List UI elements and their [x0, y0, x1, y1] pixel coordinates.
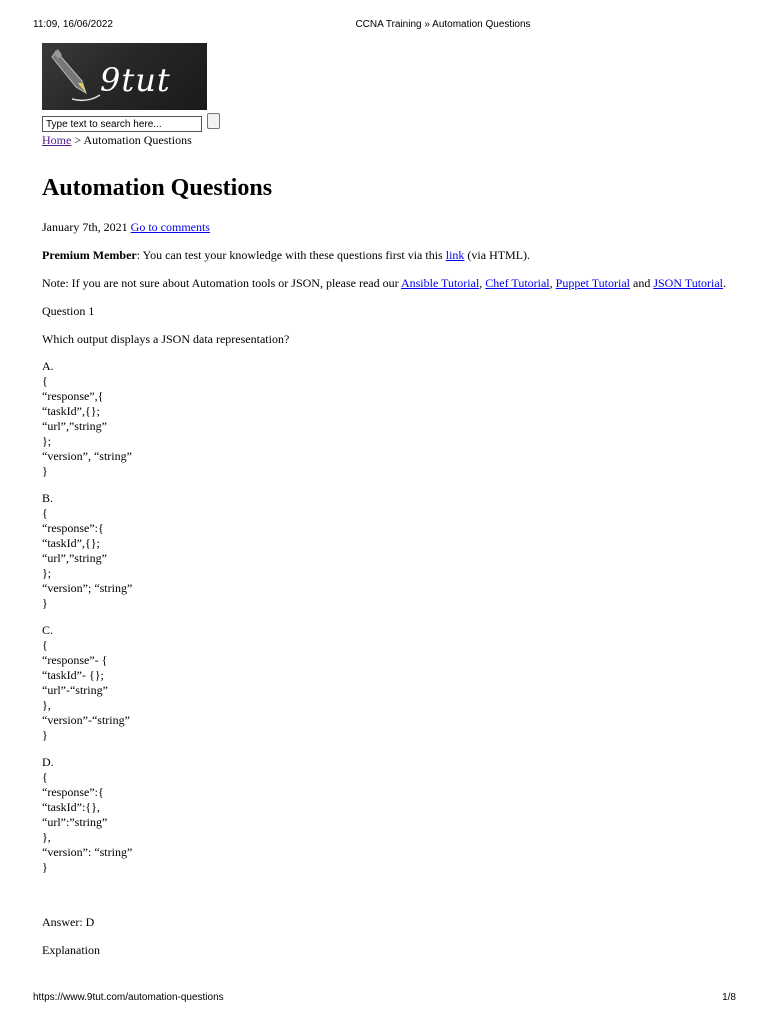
- code-line: “url”,”string”: [42, 419, 107, 433]
- premium-label: Premium Member: [42, 248, 137, 262]
- breadcrumb-home-link[interactable]: Home: [42, 133, 72, 147]
- puppet-tutorial-link[interactable]: Puppet Tutorial: [555, 276, 630, 290]
- page-title: Automation Questions: [42, 175, 273, 201]
- post-date: January 7th, 2021: [42, 220, 128, 234]
- code-line: “url”:”string”: [42, 815, 108, 829]
- note-separator: ,: [549, 276, 556, 290]
- note-and: and: [630, 276, 654, 290]
- code-line: “response”:{: [42, 785, 104, 799]
- code-line: “response”,{: [42, 389, 104, 403]
- code-line: }: [42, 596, 48, 610]
- ansible-tutorial-link[interactable]: Ansible Tutorial: [400, 276, 480, 290]
- search-button[interactable]: [207, 113, 220, 129]
- search-bar: [42, 116, 732, 136]
- site-logo[interactable]: [42, 43, 207, 110]
- chef-tutorial-link[interactable]: Chef Tutorial: [485, 276, 550, 290]
- code-line: “version”, “string”: [42, 449, 132, 463]
- json-tutorial-link[interactable]: JSON Tutorial: [653, 276, 724, 290]
- go-to-comments-link[interactable]: Go to comments: [130, 220, 210, 234]
- code-line: {: [42, 506, 48, 520]
- code-line: },: [42, 698, 51, 712]
- answer: Answer: D: [42, 915, 95, 929]
- code-line: “version”; “string”: [42, 581, 133, 595]
- search-input[interactable]: [42, 116, 202, 132]
- note-separator: ,: [479, 276, 486, 290]
- code-line: {: [42, 770, 48, 784]
- premium-text-after: (via HTML).: [464, 248, 531, 262]
- option-letter: C.: [42, 623, 54, 637]
- option-c: [42, 623, 732, 743]
- print-datetime: 11:09, 16/06/2022: [33, 19, 113, 30]
- explanation-heading: Explanation: [42, 943, 100, 957]
- print-url: https://www.9tut.com/automation-questions: [33, 992, 224, 1003]
- code-line: }: [42, 728, 48, 742]
- note-end: .: [723, 276, 727, 290]
- option-d: [42, 755, 732, 875]
- code-line: “response”:{: [42, 521, 104, 535]
- code-line: {: [42, 638, 48, 652]
- code-line: “response”- {: [42, 653, 108, 667]
- code-line: “taskId”,{};: [42, 536, 100, 550]
- tutorial-note: [42, 276, 732, 291]
- code-line: {: [42, 374, 48, 388]
- code-line: “url”-“string”: [42, 683, 108, 697]
- breadcrumb-current: Automation Questions: [83, 133, 192, 147]
- option-a: [42, 359, 732, 479]
- print-title: CCNA Training » Automation Questions: [355, 19, 531, 30]
- code-line: };: [42, 566, 52, 580]
- option-letter: A.: [42, 359, 54, 373]
- code-line: “taskId”:{},: [42, 800, 100, 814]
- question-label: Question 1: [42, 304, 95, 318]
- code-line: “url”,”string”: [42, 551, 107, 565]
- page-content: [42, 43, 732, 958]
- post-meta: [42, 220, 732, 235]
- note-text: Note: If you are not sure about Automation tools or JSON, please read our: [42, 276, 401, 290]
- print-page-number: 1/8: [722, 992, 736, 1003]
- code-line: “version”-“string”: [42, 713, 130, 727]
- code-line: },: [42, 830, 51, 844]
- code-line: }: [42, 464, 48, 478]
- premium-link[interactable]: link: [445, 248, 465, 262]
- option-letter: B.: [42, 491, 54, 505]
- premium-text: : You can test your knowledge with these questions first via this: [136, 248, 446, 262]
- breadcrumb-separator: >: [71, 133, 84, 147]
- code-line: };: [42, 434, 52, 448]
- code-line: “version”: “string”: [42, 845, 133, 859]
- logo-text: 9tut: [100, 61, 171, 99]
- option-letter: D.: [42, 755, 54, 769]
- option-b: [42, 491, 732, 611]
- code-line: }: [42, 860, 48, 874]
- question-text: Which output displays a JSON data representation?: [42, 332, 290, 346]
- code-line: “taskId”- {};: [42, 668, 104, 682]
- premium-member-note: [42, 248, 732, 263]
- code-line: “taskId”,{};: [42, 404, 100, 418]
